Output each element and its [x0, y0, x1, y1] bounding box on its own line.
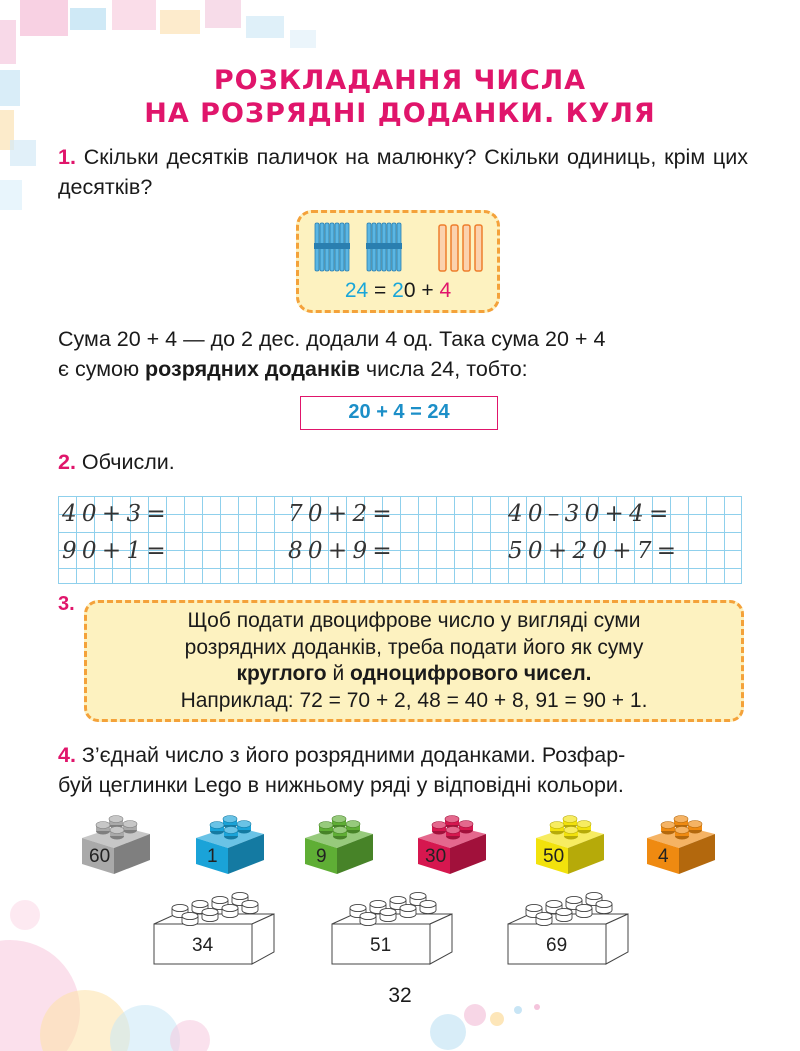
expression: 40–30+4= — [508, 501, 674, 527]
eq-sign: = — [374, 279, 387, 302]
task-3-number: 3. — [58, 593, 75, 615]
task-2-number: 2. — [58, 450, 76, 474]
uncolored-lego-brick[interactable] — [152, 888, 277, 966]
brick-number: 9 — [316, 846, 327, 867]
title-line-2: НА РОЗРЯДНІ ДОДАНКИ. КУЛЯ — [144, 98, 656, 129]
title-line-1: РОЗКЛАДАННЯ ЧИСЛА — [213, 65, 587, 96]
expression: 70+2= — [288, 501, 397, 527]
brick-number: 30 — [425, 846, 447, 867]
task-4-line-1-text: З’єднай число з його розрядними доданками. Розфар- — [81, 743, 626, 767]
expression: 90+1= — [62, 538, 171, 564]
stick-bundle-icon — [365, 221, 403, 273]
explanation-line-2 — [58, 354, 748, 384]
explanation-bold: розрядних доданків — [145, 357, 360, 381]
explanation-text — [58, 324, 748, 384]
eq-zero: 0 — [403, 279, 416, 302]
expression: 40+3= — [62, 501, 171, 527]
brick-number: 51 — [370, 935, 392, 956]
task-1-text — [58, 142, 748, 202]
uncolored-lego-brick[interactable] — [330, 888, 455, 966]
lego-brick — [76, 808, 156, 878]
task-1-question: Скільки десятків паличок на малюнку? Скільки одиниць, крім цих десятків? — [58, 145, 748, 199]
page-number: 32 — [388, 984, 412, 1007]
eq-number-24: 24 — [344, 279, 369, 302]
rule-box — [84, 600, 744, 722]
brick-number: 1 — [207, 846, 218, 867]
rule-line-2: розрядних доданків, треба подати його як суму — [184, 635, 644, 659]
brick-number: 60 — [89, 846, 111, 867]
explanation-pre: є сумою — [58, 357, 146, 381]
rule-line-4: Наприклад: 72 = 70 + 2, 48 = 40 + 8, 91 = 90 + 1. — [180, 688, 648, 712]
task-4-number: 4. — [58, 743, 76, 767]
expression: 50+20+7= — [508, 538, 682, 564]
sticks-equation — [299, 279, 497, 303]
eq-ones-digit: 4 — [439, 279, 452, 302]
task-4-line-1 — [58, 740, 748, 770]
task-4-text — [58, 740, 748, 800]
page-title — [0, 64, 800, 130]
sticks-illustration — [296, 210, 500, 313]
task-4-line-2: буй цеглинки Lego в нижньому ряді у відповідні кольори. — [58, 773, 624, 797]
stick-bundle-icon — [313, 221, 351, 273]
lego-brick — [412, 808, 492, 878]
eq-tens-digit: 2 — [392, 279, 404, 302]
rule-bold-2: одноцифрового чисел. — [350, 662, 592, 685]
single-sticks-icon — [437, 223, 487, 273]
task-2-text — [58, 447, 748, 477]
explanation-post: числа 24, тобто: — [359, 357, 528, 381]
uncolored-lego-brick[interactable] — [506, 888, 631, 966]
rule-line-3 — [87, 661, 741, 688]
brick-number: 34 — [192, 935, 214, 956]
lego-brick — [530, 808, 610, 878]
rule-bold-1: круглого — [236, 662, 327, 685]
brick-number: 69 — [546, 935, 568, 956]
task-2-instruction: Обчисли. — [81, 450, 175, 474]
brick-number: 4 — [658, 846, 669, 867]
lego-brick — [641, 808, 721, 878]
task-1-number: 1. — [58, 145, 76, 169]
lego-brick — [299, 808, 379, 878]
lego-brick — [190, 808, 270, 878]
rule-line-1: Щоб подати двоцифрове число у вигляді суми — [187, 609, 641, 632]
expression: 80+9= — [288, 538, 397, 564]
formula-box: 20 + 4 = 24 — [300, 396, 498, 430]
brick-number: 50 — [543, 846, 565, 867]
rule-mid: й — [326, 662, 351, 685]
exercise-grid — [58, 496, 742, 584]
eq-plus: + — [421, 279, 434, 302]
explanation-line-1: Сума 20 + 4 — до 2 дес. додали 4 од. Така сума 20 + 4 — [58, 327, 606, 351]
